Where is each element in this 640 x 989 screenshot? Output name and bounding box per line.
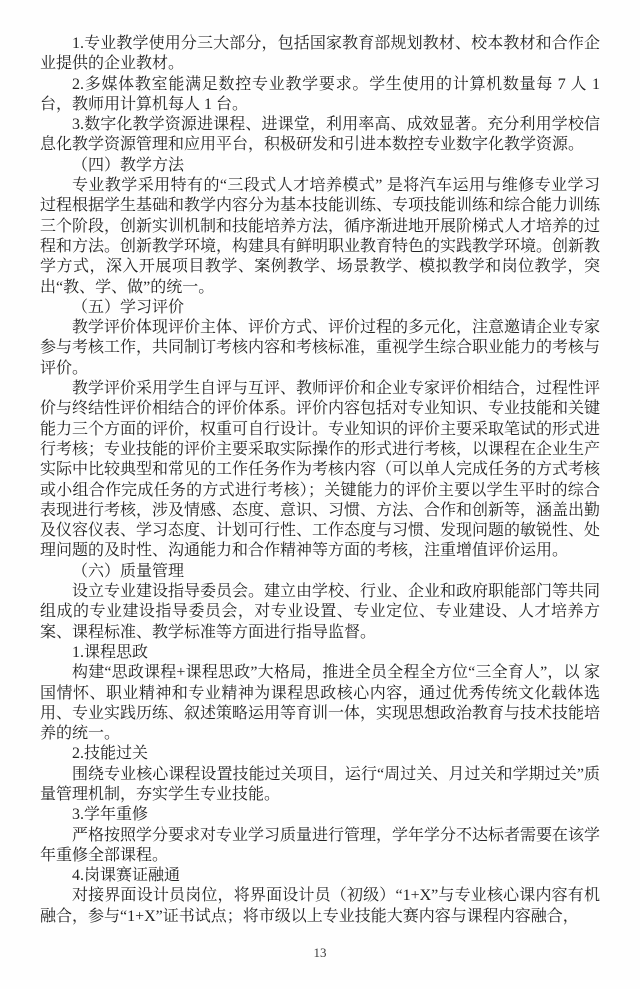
paragraph-evaluation-system: 教学评价采用学生自评与互评、教师评价和企业专家评价相结合，过程性评价与终结性评价相结合的评价体系。评价内容包括对专业知识、专业技能和关键能力三个方面的评价，权重可自行设计。专业知识的评价主要采取笔试的形式进行考核；专业技能的评价主要采取实际操作的形式进行考核，以课程在企业生产实际中比较典型和常见的工作任务作为考核内容（可以单人完成任务的方式考核或小组合作完成任务的方式进行考核）；关键能力的评价主要以学生平时的综合表现进行考核，涉及情感、态度、意识、习惯、方法、合作和创新等，涵盖出勤及仪容仪表、学习态度、计划可行性、工作态度与习惯、发现问题的敏锐性、处理问题的及时性、沟通能力和合作精神等方面的考核，注重增值评价运用。	[40, 380, 601, 560]
section-heading-learning-evaluation: （五）学习评价	[72, 298, 185, 316]
sub-heading-skill-pass: 2.技能过关	[72, 745, 149, 763]
sub-heading-curriculum-ideology: 1.课程思政	[72, 643, 149, 661]
numbered-item-digital-resources: 3.数字化教学资源进课程、进课堂，利用率高、成效显著。充分利用学校信息化教学资源管理和应用平台，积极研发和引进本数控专业数字化教学资源。	[40, 116, 600, 154]
paragraph-three-stage-model: 专业教学采用特有的“三段式人才培养模式” 是将汽车运用与维修专业学习过程根据学生基础和教学内容分为基本技能训练、专项技能训练和综合能力训练三个阶段，创新实训机制和技能培养方法，循序渐进地开展阶梯式人才培养的过程和方法。创新教学环境，构建具有鲜明职业教育特色的实践教学环境。创新教学方式，深入开展项目教学、案例教学、场景教学、模拟教学和岗位教学，突出“教、学、做”的统一。	[40, 177, 601, 296]
section-heading-teaching-methods: （四）教学方法	[72, 156, 185, 174]
section-heading-quality-management: （六）质量管理	[72, 562, 185, 580]
paragraph-curriculum-ideology: 构建“思政课程+课程思政”大格局，推进全员全程全方位“三全育人”，以 家国情怀、职业精神和专业精神为课程思政核心内容，通过优秀传统文化载体选 用、专业实践历练、叙述策略运用等育训一体，实现思想政治教育与技术技能培养的统一。	[40, 664, 601, 743]
sub-heading-year-retake: 3.学年重修	[72, 806, 149, 824]
numbered-item-textbooks: 1.专业教学使用分三大部分，包括国家教育部规划教材、校本教材和合作企业提供的企业教材。	[40, 35, 600, 73]
paragraph-skill-pass: 围绕专业核心课程设置技能过关项目，运行“周过关、月过关和学期过关”质量管理机制，夯实学生专业技能。	[40, 765, 600, 803]
page-number: 13	[313, 945, 327, 960]
sub-heading-post-course-competition-cert: 4.岗课赛证融通	[72, 867, 181, 885]
paragraph-post-course-competition-cert: 对接界面设计员岗位，将界面设计员（初级）“1+X”与专业核心课内容有机融合，参与“1+X”证书试点；将市级以上专业技能大赛内容与课程内容融合，	[40, 887, 600, 925]
document-body	[40, 34, 600, 927]
page-footer	[0, 944, 640, 962]
paragraph-evaluation-diversity: 教学评价体现评价主体、评价方式、评价过程的多元化，注意邀请企业专家参与考核工作，共同制订考核内容和考核标准，重视学生综合职业能力的考核与评价。	[40, 319, 601, 377]
paragraph-steering-committee: 设立专业建设指导委员会。建立由学校、行业、企业和政府职能部门等共同组成的专业建设指导委员会，对专业设置、专业定位、专业建设、人才培养方案、课程标准、教学标准等方面进行指导监督。	[40, 583, 601, 641]
numbered-item-multimedia-classroom: 2.多媒体教室能满足数控专业教学要求。学生使用的计算机数量每 7 人 1 台，教师用计算机每人 1 台。	[40, 75, 600, 113]
paragraph-year-retake: 严格按照学分要求对专业学习质量进行管理，学年学分不达标者需要在该学年重修全部课程。	[40, 826, 601, 864]
